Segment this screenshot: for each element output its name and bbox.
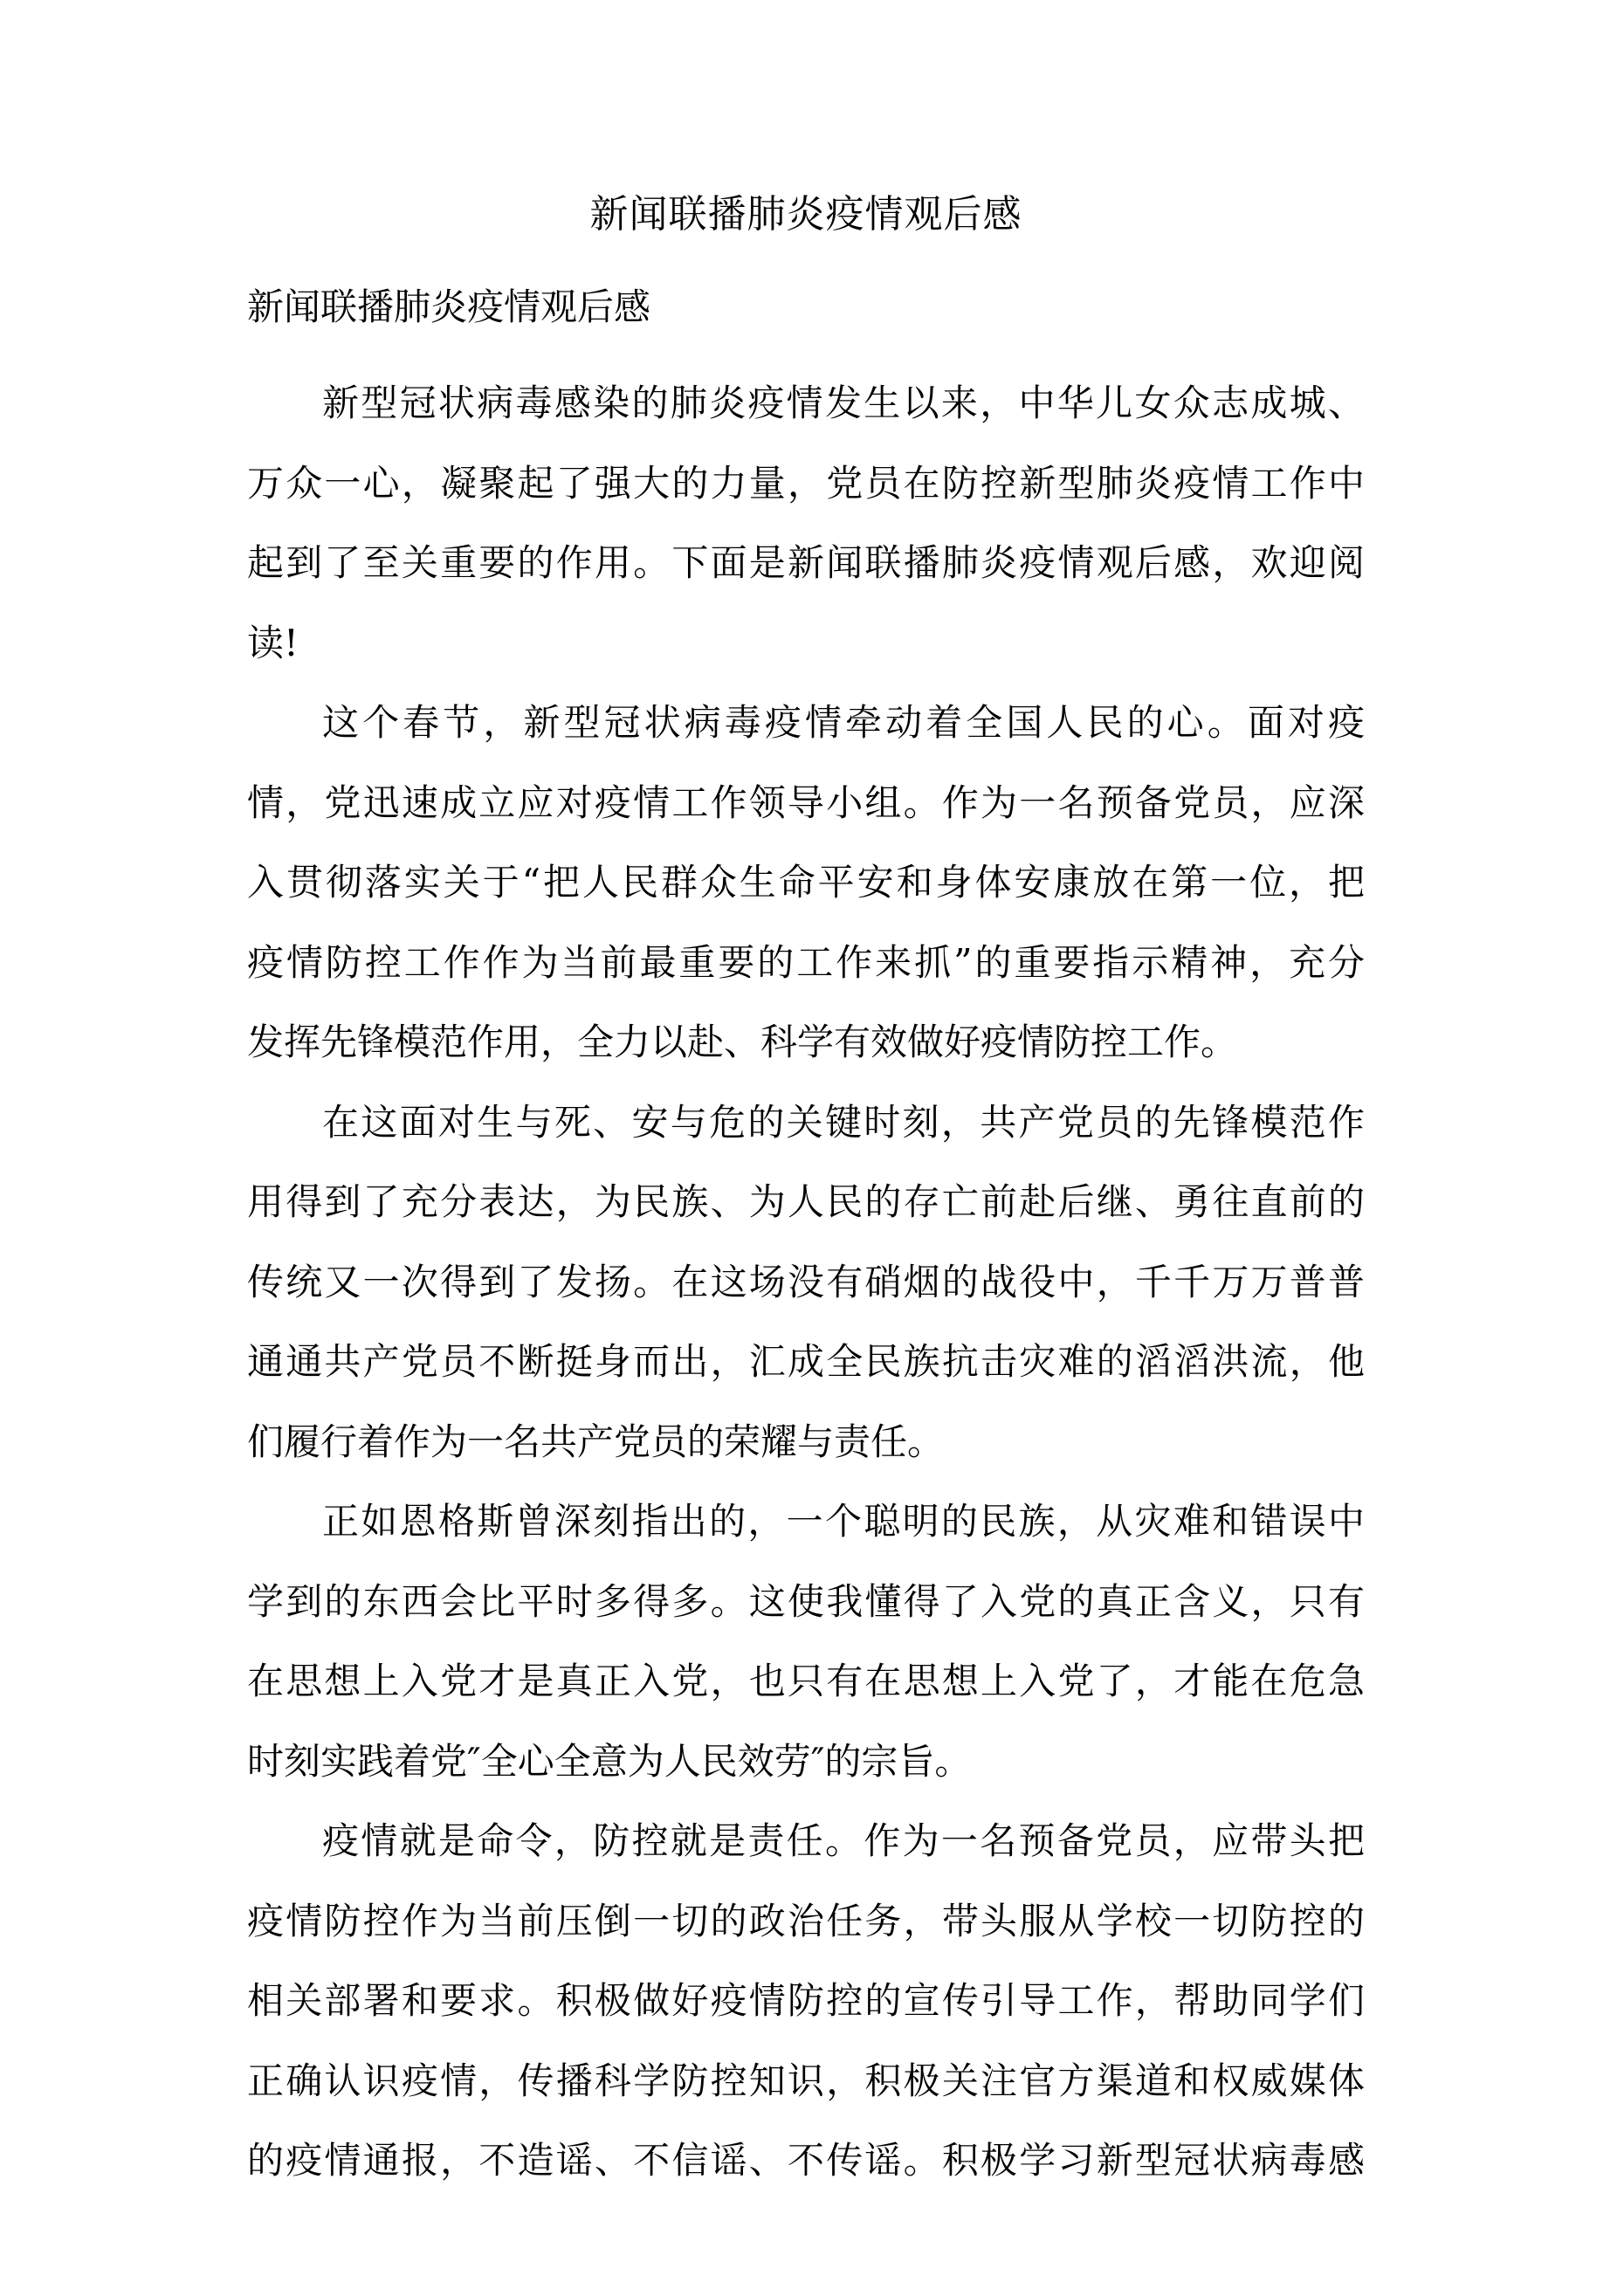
paragraph-line: 用得到了充分表达，为民族、为人民的存亡前赴后继、勇往直前的 [247, 1180, 1365, 1223]
paragraph-line: 学到的东西会比平时多得多。这使我懂得了入党的真正含义，只有 [247, 1579, 1365, 1623]
paragraph-2 [247, 683, 1365, 1083]
paragraph-5 [247, 1801, 1365, 2201]
paragraph-line: 情，党迅速成立应对疫情工作领导小组。作为一名预备党员，应深 [247, 780, 1365, 824]
paragraph-line: 的疫情通报，不造谣、不信谣、不传谣。积极学习新型冠状病毒感 [247, 2139, 1365, 2182]
paragraph-line: 疫情就是命令，防控就是责任。作为一名预备党员，应带头把 [322, 1819, 1365, 1862]
paragraph-line: 在思想上入党才是真正入党，也只有在思想上入党了，才能在危急 [247, 1660, 1365, 1702]
paragraph-line: 们履行着作为一名共产党员的荣耀与责任。 [247, 1420, 945, 1463]
paragraph-3 [247, 1083, 1365, 1482]
paragraph-line: 发挥先锋模范作用，全力以赴、科学有效做好疫情防控工作。 [247, 1021, 1238, 1063]
paragraph-line: 在这面对生与死、安与危的关键时刻，共产党员的先锋模范作 [322, 1100, 1365, 1144]
paragraph-line: 起到了至关重要的作用。下面是新闻联播肺炎疫情观后感，欢迎阅 [247, 541, 1365, 584]
document-title: 新闻联播肺炎疫情观后感 [589, 192, 1022, 237]
paragraph-line: 相关部署和要求。积极做好疫情防控的宣传引导工作，帮助同学们 [247, 1979, 1365, 2022]
paragraph-line: 疫情防控作为当前压倒一切的政治任务，带头服从学校一切防控的 [247, 1899, 1365, 1942]
paragraph-line: 正确认识疫情，传播科学防控知识，积极关注官方渠道和权威媒体 [247, 2059, 1365, 2102]
paragraph-line: 正如恩格斯曾深刻指出的，一个聪明的民族，从灾难和错误中 [322, 1500, 1365, 1543]
paragraph-line: 时刻实践着党″全心全意为人民效劳″的宗旨。 [247, 1739, 972, 1783]
paragraph-line: 这个春节，新型冠状病毒疫情牵动着全国人民的心。面对疫 [322, 701, 1365, 744]
paragraph-line: 疫情防控工作作为当前最重要的工作来抓”的重要指示精神，充分 [247, 940, 1365, 984]
document-subtitle: 新闻联播肺炎疫情观后感 [247, 285, 651, 328]
paragraph-line: 传统又一次得到了发扬。在这场没有硝烟的战役中，千千万万普普 [247, 1260, 1365, 1303]
paragraph-line: 万众一心，凝聚起了强大的力量，党员在防控新型肺炎疫情工作中 [247, 461, 1365, 505]
paragraph-line: 通通共产党员不断挺身而出，汇成全民族抗击灾难的滔滔洪流，他 [247, 1340, 1365, 1383]
paragraph-4 [247, 1481, 1365, 1801]
paragraph-1 [247, 363, 1365, 683]
paragraph-line: 新型冠状病毒感染的肺炎疫情发生以来，中华儿女众志成城、 [322, 382, 1365, 424]
paragraph-line: 入贯彻落实关于“把人民群众生命平安和身体安康放在第一位，把 [247, 861, 1365, 904]
paragraph-line: 读! [247, 621, 299, 664]
document-body [247, 363, 1365, 2201]
